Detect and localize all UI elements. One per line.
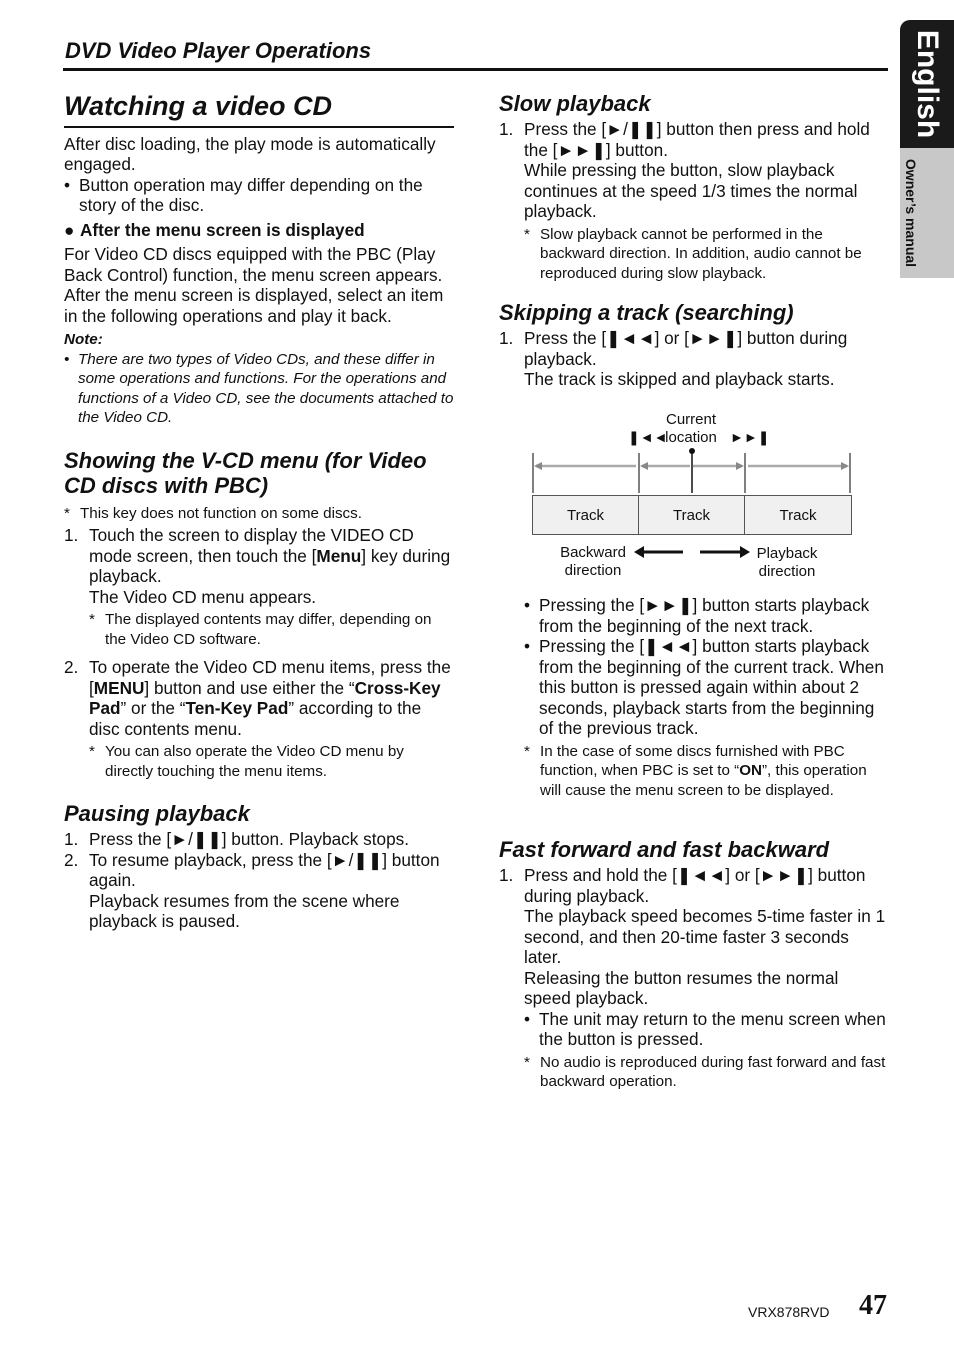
step-item: 1. Press the [►/❚❚] button then press and hold the [►►❚] button. While pressing the button, slow playback continues at the speed 1/3 times the normal playback. [499,119,870,221]
note-item [64,350,454,428]
list-item: • Pressing the [►►❚] button starts playback from the beginning of the next track. [524,595,870,636]
side-tab-language: English [911,29,944,139]
bullet-marker: • [524,636,531,656]
section-title-watching: Watching a video CD [64,91,333,121]
step-note: * No audio is reproduced during fast forward and fast backward operation. [524,1053,886,1090]
section-title-slow: Slow playback [499,91,651,116]
step-note: * The displayed contents may differ, depending on the Video CD software. [89,611,432,648]
intro-text: After disc loading, the play mode is automatically engaged. [64,133,436,174]
step-item: 1. Press and hold the [❚◄◄] or [►►❚] button during playback. The playback speed becomes 5-time faster in 1 second, and then 20-time faster 3 seconds later. Releasing the button resumes the normal speed playback. [499,865,886,1008]
current-location-label: Current location [665,411,717,446]
asterisk-text: This key does not function on some discs. [80,504,362,522]
list-item: • The unit may return to the menu screen when the button is pressed. [524,1008,886,1049]
section-title-pausing: Pausing playback [64,801,250,826]
asterisk-marker: * [524,742,530,760]
section-title-vcd-menu: Showing the V-CD menu (for Video CD discs with PBC) [64,447,427,498]
step-note: * You can also operate the Video CD menu by directly touching the menu items. [89,743,404,780]
menu-heading: After the menu screen is displayed [80,219,365,240]
note-label: Note: [64,331,103,348]
asterisk-marker: * [89,611,95,628]
right-column [499,91,887,390]
step-item: 1. Press the [►/❚❚] button. Playback stops. [64,829,409,849]
asterisk-marker: * [524,225,530,243]
arrow-head [841,462,849,470]
left-column [64,90,454,932]
page-number: 47 [859,1290,887,1321]
arrow-head [534,462,542,470]
header-title: DVD Video Player Operations [65,38,372,63]
asterisk-note [64,504,454,524]
bullet-text: Button operation may differ depending on the story of the disc. [79,174,423,215]
list-item [64,175,454,216]
step-note: * In the case of some discs furnished with PBC function, when PBC is set to “ON”, this operation will cause the menu screen to be displayed. [524,742,867,799]
step-number: 1. [499,328,514,348]
step-text: To operate the Video CD menu items, press the [MENU] button and use either the “Cross-Key Pad” or the “Ten-Key Pad” according to the disc contents menu. [89,657,451,739]
step-number: 2. [64,849,79,870]
step-note: * Slow playback cannot be performed in the backward direction. In addition, audio cannot be reproduced during slow playback. [524,225,862,282]
step-number: 2. [64,657,79,677]
step-number: 1. [499,865,514,885]
backward-direction-label: Backward direction [560,544,626,579]
step-item: 1. Press the [❚◄◄] or [►►❚] button during playback. The track is skipped and playback starts. [499,328,848,389]
arrow-head [640,462,648,470]
track-cell: Track [532,495,639,535]
list-item: • Pressing the [❚◄◄] button starts playback from the beginning of the current track. When this button is pressed again within about 2 seconds, playback starts from the beginning of the previous track. [524,636,884,738]
playback-direction-label: Playback direction [756,545,818,580]
right-column-lower [524,595,887,800]
note-text: There are two types of Video CDs, and these differ in some operations and functions. For the operations and functions of a Video CD, see the documents attached to the Video CD. [78,350,454,426]
asterisk-marker: * [89,743,95,760]
side-tab-manual: Owner’s manual [903,158,919,268]
track-cell: Track [744,495,852,535]
track-cell: Track [638,495,745,535]
right-column-fast [499,837,887,1092]
track-diagram [520,405,865,590]
step-number: 1. [499,119,514,139]
step-text: Touch the screen to display the VIDEO CD mode screen, then touch the [Menu] key during playback. The Video CD menu appears. [89,525,451,607]
step-item [64,657,454,739]
model-number: VRX878RVD [748,1304,830,1320]
step-item: 2. To resume playback, press the [►/❚❚] button again. Playback resumes from the scene where playback is paused. [64,849,440,931]
asterisk-marker: * [64,504,70,522]
next-track-icon: ►►❚ [730,429,770,445]
bullet-dot-icon: ● [64,219,75,240]
bullet-marker: • [64,350,70,368]
menu-heading-row [64,220,454,241]
section-title-fast: Fast forward and fast backward [499,837,830,862]
bullet-marker: • [64,174,71,195]
header-rule [63,68,888,71]
bullet-marker: • [524,595,531,615]
section-title-skipping: Skipping a track (searching) [499,300,794,325]
prev-track-icon: ❚◄◄ [628,429,668,445]
asterisk-marker: * [524,1053,530,1071]
arrow-head [736,462,744,470]
step-item [64,525,454,607]
step-number: 1. [64,829,79,849]
step-number: 1. [64,525,79,545]
menu-text: For Video CD discs equipped with the PBC (Play Back Control) function, the menu screen appears. After the menu screen is displayed, select an item in the following operations and play it back. [64,244,444,326]
section-rule [64,126,454,128]
bullet-marker: • [524,1008,531,1029]
